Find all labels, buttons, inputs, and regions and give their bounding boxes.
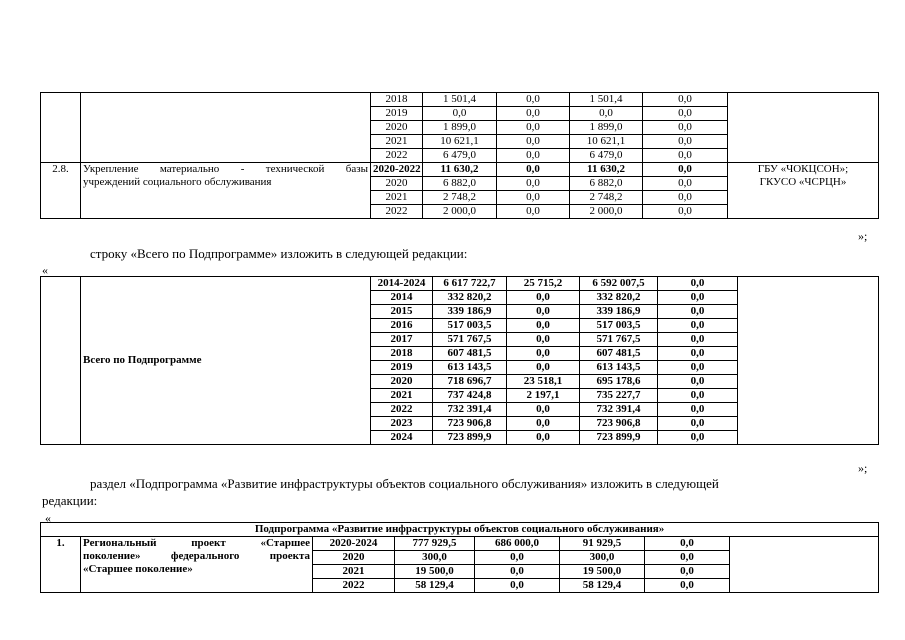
cell-value: 0,0: [507, 347, 580, 361]
cell-value: 777 929,5: [395, 537, 475, 551]
cell-value: 732 391,4: [580, 403, 658, 417]
desc-line: Региональный проект «Старшее: [83, 537, 310, 549]
cell-year: 2022: [371, 149, 423, 163]
table-row: [41, 277, 879, 291]
cell-value: 11 630,2: [423, 163, 497, 177]
cell-value: 695 178,6: [580, 375, 658, 389]
cell-value: 11 630,2: [570, 163, 643, 177]
cell-year: 2015: [371, 305, 433, 319]
item-number: 2.8.: [41, 163, 81, 219]
cell-value: 19 500,0: [560, 565, 645, 579]
subprogram-header: Подпрограмма «Развитие инфраструктуры объектов социального обслуживания»: [41, 523, 879, 537]
paragraph-section-cont: редакции:: [42, 493, 98, 508]
cell-value: 10 621,1: [570, 135, 643, 149]
cell-value: 19 500,0: [395, 565, 475, 579]
cell-value: 339 186,9: [580, 305, 658, 319]
cell-value: 0,0: [658, 417, 738, 431]
closing-quote-2: »;: [858, 461, 868, 475]
cell-value: 0,0: [423, 107, 497, 121]
opening-quote-2: «: [45, 511, 51, 525]
cell-value: 613 143,5: [580, 361, 658, 375]
cell-year: 2018: [371, 347, 433, 361]
table-row: [41, 537, 879, 551]
cell-value: 0,0: [645, 551, 730, 565]
executor-line: ГБУ «ЧОКЦСОН»;: [757, 163, 849, 175]
cell-value: 339 186,9: [433, 305, 507, 319]
cell-year: 2021: [371, 191, 423, 205]
cell-value: 0,0: [475, 579, 560, 593]
cell-value: 58 129,4: [560, 579, 645, 593]
cell-year: 2022: [371, 403, 433, 417]
total-label: Всего по Подпрограмме: [81, 277, 371, 445]
cell-value: 0,0: [507, 305, 580, 319]
cell-year: 2020: [371, 177, 423, 191]
cell-executor-empty: [738, 277, 879, 445]
cell-value: 0,0: [643, 121, 728, 135]
cell-value: 517 003,5: [580, 319, 658, 333]
cell-value: 517 003,5: [433, 319, 507, 333]
cell-value: 0,0: [507, 403, 580, 417]
cell-value: 0,0: [507, 361, 580, 375]
cell-value: 0,0: [507, 319, 580, 333]
cell-value: 0,0: [643, 205, 728, 219]
cell-value: 6 479,0: [570, 149, 643, 163]
cell-value: 332 820,2: [433, 291, 507, 305]
cell-value: 2 748,2: [570, 191, 643, 205]
cell-value: 6 592 007,5: [580, 277, 658, 291]
cell-value: 0,0: [645, 537, 730, 551]
cell-value: 0,0: [643, 93, 728, 107]
cell-value: 0,0: [658, 305, 738, 319]
cell-year: 2020-2024: [313, 537, 395, 551]
cell-value: 1 501,4: [423, 93, 497, 107]
cell-value: 0,0: [658, 389, 738, 403]
cell-year: 2021: [313, 565, 395, 579]
cell-value: 0,0: [658, 375, 738, 389]
cell-value: 1 501,4: [570, 93, 643, 107]
cell-value: 0,0: [643, 177, 728, 191]
cell-value: 91 929,5: [560, 537, 645, 551]
item-number: 1.: [41, 537, 81, 593]
cell-value: 0,0: [645, 579, 730, 593]
cell-value: 25 715,2: [507, 277, 580, 291]
cell-value: 571 767,5: [580, 333, 658, 347]
cell-value: 0,0: [645, 565, 730, 579]
executor-cell: [728, 163, 879, 219]
cell-year: 2019: [371, 361, 433, 375]
desc-line: поколение» федерального проекта: [83, 550, 310, 562]
cell-value: 723 899,9: [580, 431, 658, 445]
item-desc-line: Укрепление материально - технической базы: [83, 163, 368, 175]
cell-value: 0,0: [658, 277, 738, 291]
cell-value: 1 899,0: [570, 121, 643, 135]
item-desc-line: учреждений социального обслуживания: [83, 176, 272, 188]
cell-value: 0,0: [643, 135, 728, 149]
cell-executor-empty: [730, 537, 879, 593]
closing-quote-1: »;: [858, 229, 868, 243]
cell-year: 2019: [371, 107, 423, 121]
cell-year: 2022: [371, 205, 423, 219]
cell-value: 1 899,0: [423, 121, 497, 135]
cell-value: 0,0: [497, 191, 570, 205]
cell-value: 23 518,1: [507, 375, 580, 389]
cell-year: 2022: [313, 579, 395, 593]
cell-value: 0,0: [507, 291, 580, 305]
cell-value: 0,0: [643, 107, 728, 121]
cell-year: 2017: [371, 333, 433, 347]
cell-value: 58 129,4: [395, 579, 475, 593]
cell-value: 723 906,8: [433, 417, 507, 431]
cell-value: 607 481,5: [433, 347, 507, 361]
cell-value: 0,0: [475, 565, 560, 579]
cell-value: 0,0: [497, 149, 570, 163]
cell-year: 2020: [313, 551, 395, 565]
cell-value: 571 767,5: [433, 333, 507, 347]
cell-year: 2024: [371, 431, 433, 445]
cell-year: 2014-2024: [371, 277, 433, 291]
cell-value: 0,0: [507, 431, 580, 445]
item-description: [81, 163, 371, 219]
cell-value: 0,0: [497, 163, 570, 177]
table-subprogram: [40, 522, 879, 593]
cell-value: 732 391,4: [433, 403, 507, 417]
cell-value: 0,0: [507, 417, 580, 431]
cell-value: 0,0: [658, 347, 738, 361]
cell-year: 2016: [371, 319, 433, 333]
cell-value: 2 748,2: [423, 191, 497, 205]
cell-year: 2018: [371, 93, 423, 107]
cell-value: 2 000,0: [570, 205, 643, 219]
cell-value: 0,0: [658, 319, 738, 333]
cell-value: 0,0: [658, 333, 738, 347]
cell-value: 0,0: [497, 135, 570, 149]
cell-value: 0,0: [497, 107, 570, 121]
project-description: [81, 537, 313, 593]
cell-value: 0,0: [497, 121, 570, 135]
table-row: [41, 93, 879, 107]
cell-year: 2021: [371, 135, 423, 149]
cell-year: 2021: [371, 389, 433, 403]
cell-value: 0,0: [658, 403, 738, 417]
executor-line: ГКУСО «ЧСРЦН»: [759, 176, 847, 188]
cell-value: 686 000,0: [475, 537, 560, 551]
paragraph-section: раздел «Подпрограмма «Развитие инфраструктуры объектов социального обслуживания» изложить в следующей: [90, 476, 719, 491]
opening-quote-1: «: [42, 263, 48, 277]
cell-desc-prev: [81, 93, 371, 163]
paragraph-total-row: строку «Всего по Подпрограмме» изложить в следующей редакции:: [90, 246, 468, 261]
cell-value: 735 227,7: [580, 389, 658, 403]
cell-num-empty: [41, 277, 81, 445]
table-row: [41, 163, 879, 177]
cell-value: 0,0: [658, 361, 738, 375]
cell-value: 718 696,7: [433, 375, 507, 389]
table-measures: [40, 92, 879, 219]
cell-year: 2023: [371, 417, 433, 431]
cell-value: 6 617 722,7: [433, 277, 507, 291]
cell-value: 2 197,1: [507, 389, 580, 403]
cell-value: 2 000,0: [423, 205, 497, 219]
table-total: [40, 276, 879, 445]
cell-value: 300,0: [560, 551, 645, 565]
cell-value: 300,0: [395, 551, 475, 565]
cell-value: 0,0: [643, 149, 728, 163]
cell-year: 2020-2022: [371, 163, 423, 177]
cell-value: 332 820,2: [580, 291, 658, 305]
cell-value: 0,0: [497, 205, 570, 219]
cell-value: 6 479,0: [423, 149, 497, 163]
cell-value: 607 481,5: [580, 347, 658, 361]
cell-value: 0,0: [658, 431, 738, 445]
cell-value: 0,0: [475, 551, 560, 565]
cell-value: 0,0: [570, 107, 643, 121]
cell-value: 0,0: [658, 291, 738, 305]
desc-line: «Старшее поколение»: [83, 563, 193, 575]
cell-year: 2020: [371, 375, 433, 389]
cell-value: 737 424,8: [433, 389, 507, 403]
cell-value: 0,0: [507, 333, 580, 347]
cell-value: 6 882,0: [570, 177, 643, 191]
cell-year: 2014: [371, 291, 433, 305]
cell-value: 723 899,9: [433, 431, 507, 445]
cell-year: 2020: [371, 121, 423, 135]
cell-num-prev: [41, 93, 81, 163]
cell-value: 723 906,8: [580, 417, 658, 431]
cell-value: 0,0: [497, 93, 570, 107]
cell-value: 0,0: [497, 177, 570, 191]
cell-value: 0,0: [643, 163, 728, 177]
cell-value: 613 143,5: [433, 361, 507, 375]
cell-value: 0,0: [643, 191, 728, 205]
cell-value: 10 621,1: [423, 135, 497, 149]
header-row: [41, 523, 879, 537]
cell-executor-prev: [728, 93, 879, 163]
cell-value: 6 882,0: [423, 177, 497, 191]
